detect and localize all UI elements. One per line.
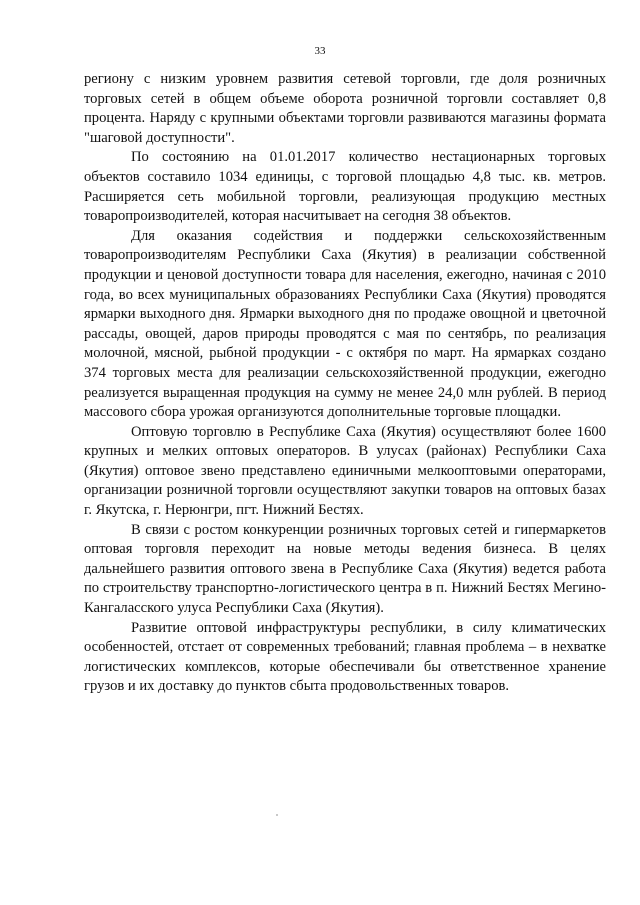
document-body	[84, 70, 606, 697]
scan-speck	[276, 814, 278, 816]
paragraph-weekend-fairs: Для оказания содействия и поддержки сельскохозяйственным товаропроизводителям Республики Саха (Якутия) в реализации собственной продукции и ценовой доступности товара для населения, ежегодно, начиная с 2010 года, во всех муниципальных образованиях Республики Саха (Якутия) проводятся ярмарки выходного дня. Ярмарки выходного дня по продаже овощной и цветочной рассады, овощей, даров природы проводятся с мая по сентябрь, по реализация молочной, мясной, рыбной продукции - с октября по март. На ярмарках создано 374 торговых места для реализации сельскохозяйственной продукции, ежегодно реализуется выращенная продукция на сумму не менее 24,0 млн рублей. В период массового сбора урожая организуются дополнительные торговые площадки.	[84, 227, 606, 421]
paragraph-continued: региону с низким уровнем развития сетевой торговли, где доля розничных торговых сетей в общем объеме оборота розничной торговли составляет 0,8 процента. Наряду с крупными объектами торговли развиваются магазины формата "шаговой доступности".	[84, 71, 606, 146]
paragraph-wholesale-development: В связи с ростом конкуренции розничных торговых сетей и гипермаркетов оптовая торговля переходит на новые методы ведения бизнеса. В целях дальнейшего развития оптового звена в Республике Саха (Якутия) ведется работа по строительству транспортно-логистического центра в п. Нижний Бестях Мегино-Кангаласского улуса Республики Саха (Якутия).	[84, 521, 606, 617]
paragraph-wholesale-operators: Оптовую торговлю в Республике Саха (Якутия) осуществляют более 1600 крупных и мелких оптовых операторов. В улусах (районах) Республики Саха (Якутия) оптовое звено представлено единичными мелкооптовыми операторами, организации розничной торговли осуществляют закупки товаров на оптовых базах г. Якутска, г. Нерюнгри, пгт. Нижний Бестях.	[84, 423, 606, 519]
page-number: 33	[314, 45, 326, 57]
paragraph-infrastructure: Развитие оптовой инфраструктуры республики, в силу климатических особенностей, отстает от современных требований; главная проблема – в нехватке логистических комплексов, которые обеспечивали бы ответственное хранение грузов и их доставку до пунктов сбыта продовольственных товаров.	[84, 619, 606, 695]
paragraph-nonstationary-objects: По состоянию на 01.01.2017 количество нестационарных торговых объектов составило 1034 единицы, с торговой площадью 4,8 тыс. кв. метров. Расширяется сеть мобильной торговли, реализующая продукцию местных товаропроизводителей, которая насчитывает на сегодня 38 объектов.	[84, 149, 606, 225]
